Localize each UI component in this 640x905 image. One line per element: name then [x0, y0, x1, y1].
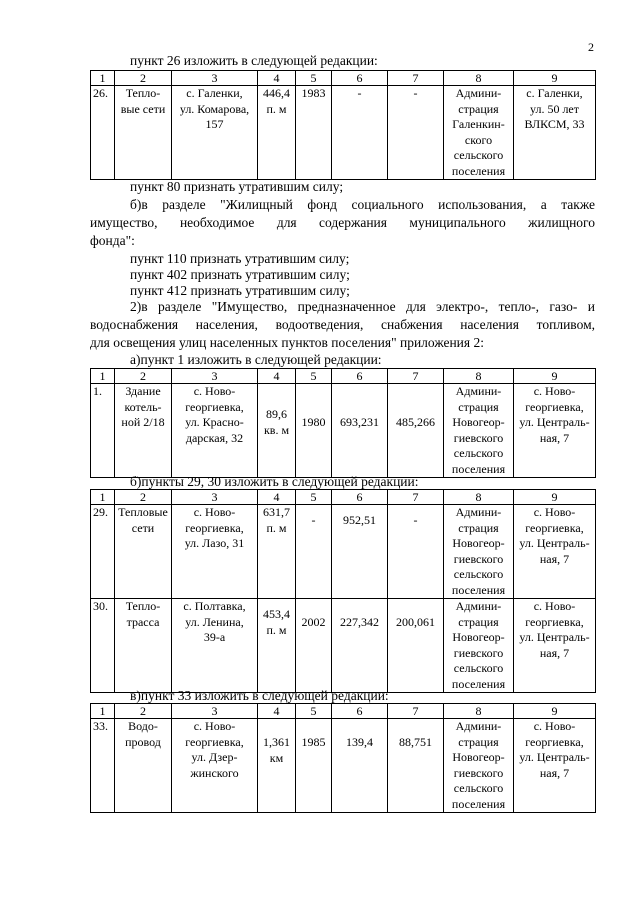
header-cell: 8: [444, 490, 514, 505]
cell-line: с. Ново-: [193, 505, 236, 519]
header-cell: 4: [258, 369, 296, 384]
paragraph: имущество, необходимое для содержания муниципального жилищного: [90, 215, 595, 230]
cell-name: [115, 719, 172, 813]
header-cell: 7: [388, 369, 444, 384]
cell-size: [258, 86, 296, 180]
cell-line: вые сети: [120, 101, 166, 116]
cell-line: ная, 7: [539, 645, 570, 660]
cell-line: дарская, 32: [185, 430, 244, 445]
paragraph: пункт 412 признать утратившим силу;: [130, 283, 350, 298]
header-cell: 1: [91, 369, 115, 384]
cell-year: 2002: [296, 599, 332, 693]
header-cell: 1: [91, 71, 115, 86]
paragraph: фонда":: [90, 233, 135, 248]
cell-holder: [444, 505, 514, 599]
cell-line: георгиевка,: [525, 520, 584, 535]
cell-location: [514, 505, 596, 599]
header-cell: 3: [172, 704, 258, 719]
cell-line: ул. Лазо, 31: [184, 536, 245, 550]
cell-address: [172, 719, 258, 813]
table-row: [91, 719, 596, 813]
cell-line: георгиевка,: [185, 520, 244, 535]
cell-line: Галенкин-: [452, 117, 505, 131]
header-cell: 9: [514, 704, 596, 719]
cell-line: 446,4: [263, 86, 290, 100]
table-row: [91, 599, 596, 693]
paragraph: водоснабжения населения, водоотведения, снабжения населения топливом,: [90, 317, 595, 332]
cell-line: сельского: [453, 446, 504, 460]
paragraph: б)пункты 29, 30 изложить в следующей редакции:: [130, 474, 419, 489]
cell-line: котель-: [124, 399, 162, 414]
header-cell: 6: [332, 71, 388, 86]
cell-location: [514, 719, 596, 813]
cell-line: гиевского: [453, 765, 504, 780]
cell-year: 1983: [296, 86, 332, 180]
header-cell: 6: [332, 704, 388, 719]
cell-line: сельского: [453, 567, 504, 581]
paragraph: для освещения улиц населенных пунктов поселения" приложения 2:: [90, 335, 484, 350]
cell-line: поселения: [451, 461, 506, 476]
header-cell: 3: [172, 71, 258, 86]
cell-line: 39-а: [203, 630, 226, 644]
cell-address: [172, 384, 258, 478]
cell-line: с. Ново-: [193, 719, 236, 733]
cell-line: с. Ново-: [533, 505, 576, 519]
cell-line: с. Ново-: [533, 599, 576, 613]
table-row: [91, 86, 596, 180]
cell-line: сельского: [453, 781, 504, 795]
header-cell: 6: [332, 490, 388, 505]
header-cell: 5: [296, 369, 332, 384]
table-header-row: [91, 490, 596, 505]
header-cell: 4: [258, 490, 296, 505]
cell-address: [172, 505, 258, 599]
cell-line: с. Ново-: [193, 384, 236, 398]
cell-line: георгиевка,: [525, 614, 584, 629]
cell-line: Новогеор-: [452, 415, 505, 429]
cell-line: георгиевка,: [185, 734, 244, 749]
cell-location: [514, 384, 596, 478]
cell-year: 1985: [296, 719, 332, 813]
cell-holder: [444, 599, 514, 693]
cell-line: Админи-: [455, 719, 502, 733]
header-cell: 3: [172, 369, 258, 384]
table-4: [90, 703, 596, 813]
cell-line: ул. Красно-: [185, 415, 244, 429]
cell-line: ул. Централь-: [519, 630, 590, 644]
cell-line: ная, 7: [539, 551, 570, 566]
cell-line: 453,4: [263, 607, 290, 621]
paragraph: 2)в разделе "Имущество, предназначенное для электро-, тепло-, газо- и: [130, 299, 595, 314]
cell-col6: -: [332, 86, 388, 180]
paragraph: пункт 402 признать утратившим силу;: [130, 267, 350, 282]
cell-name: [115, 599, 172, 693]
cell-line: страция: [458, 734, 499, 749]
header-cell: 3: [172, 490, 258, 505]
cell-line: ского: [464, 132, 493, 147]
cell-line: провод: [125, 734, 161, 749]
table-header-row: [91, 369, 596, 384]
cell-line: поселения: [451, 676, 506, 691]
cell-line: поселения: [451, 796, 506, 811]
cell-line: ул. Централь-: [519, 750, 590, 764]
table-1: [90, 70, 596, 180]
cell-line: с. Ново-: [533, 384, 576, 398]
table-row: [91, 505, 596, 599]
table-header-row: [91, 704, 596, 719]
header-cell: 2: [115, 71, 172, 86]
page-number: 2: [588, 40, 594, 54]
cell-line: п. м: [266, 520, 287, 535]
header-cell: 9: [514, 369, 596, 384]
cell-line: Админи-: [455, 86, 502, 100]
cell-year: 1980: [296, 384, 332, 478]
cell-line: ул. Дзер-: [191, 750, 238, 764]
cell-col7: 88,751: [388, 719, 444, 813]
cell-line: ул. 50 лет: [529, 101, 580, 116]
cell-col6: 693,231: [332, 384, 388, 478]
header-cell: 4: [258, 71, 296, 86]
cell-address: [172, 599, 258, 693]
cell-location: [514, 599, 596, 693]
cell-col7: 200,061: [388, 599, 444, 693]
cell-line: ВЛКСМ, 33: [524, 117, 585, 131]
header-cell: 9: [514, 71, 596, 86]
cell-holder: [444, 384, 514, 478]
cell-line: Админи-: [455, 384, 502, 398]
cell-col6: 227,342: [332, 599, 388, 693]
cell-number: 33.: [91, 719, 115, 813]
header-cell: 9: [514, 490, 596, 505]
cell-line: п. м: [266, 622, 287, 637]
header-cell: 8: [444, 369, 514, 384]
cell-line: поселения: [451, 163, 506, 178]
header-cell: 8: [444, 71, 514, 86]
paragraph: б)в разделе "Жилищный фонд социального использования, а также: [130, 197, 595, 212]
cell-line: км: [269, 750, 284, 765]
cell-holder: [444, 719, 514, 813]
cell-line: жинского: [190, 765, 239, 780]
cell-line: ул. Комарова,: [179, 101, 250, 116]
cell-line: ная, 7: [539, 430, 570, 445]
cell-holder: [444, 86, 514, 180]
cell-year: -: [296, 505, 332, 599]
paragraph: пункт 80 признать утратившим силу;: [130, 179, 344, 194]
paragraph: пункт 26 изложить в следующей редакции:: [130, 53, 378, 68]
cell-line: с. Галенки,: [526, 86, 583, 100]
cell-line: Новогеор-: [452, 536, 505, 550]
cell-size: [258, 384, 296, 478]
cell-size: [258, 505, 296, 599]
cell-line: 157: [205, 117, 224, 131]
cell-line: сельского: [453, 148, 504, 162]
header-cell: 2: [115, 369, 172, 384]
header-cell: 5: [296, 71, 332, 86]
cell-number: 1.: [91, 384, 115, 478]
cell-line: Админи-: [455, 599, 502, 613]
cell-line: георгиевка,: [525, 734, 584, 749]
cell-number: 26.: [91, 86, 115, 180]
cell-line: ул. Централь-: [519, 536, 590, 550]
cell-line: Тепловые: [118, 505, 168, 519]
cell-line: с. Полтавка,: [183, 599, 246, 613]
cell-line: ная, 7: [539, 765, 570, 780]
header-cell: 6: [332, 369, 388, 384]
header-cell: 2: [115, 704, 172, 719]
paragraph: пункт 110 признать утратившим силу;: [130, 251, 350, 266]
cell-col7: -: [388, 505, 444, 599]
header-cell: 8: [444, 704, 514, 719]
header-cell: 5: [296, 704, 332, 719]
cell-line: ной 2/18: [121, 415, 165, 429]
cell-col6: 139,4: [332, 719, 388, 813]
cell-name: [115, 384, 172, 478]
cell-line: георгиевка,: [185, 399, 244, 414]
cell-line: страция: [458, 614, 499, 629]
cell-col7: 485,266: [388, 384, 444, 478]
cell-line: 1,361: [263, 735, 290, 749]
cell-line: Тепло-: [125, 86, 161, 100]
cell-line: с. Ново-: [533, 719, 576, 733]
cell-line: гиевского: [453, 645, 504, 660]
header-cell: 7: [388, 490, 444, 505]
cell-line: Новогеор-: [452, 630, 505, 644]
cell-line: Здание: [125, 384, 161, 398]
cell-size: [258, 719, 296, 813]
cell-line: сельского: [453, 661, 504, 675]
cell-line: кв. м: [263, 422, 290, 437]
cell-line: георгиевка,: [525, 399, 584, 414]
cell-line: Водо-: [128, 719, 158, 733]
cell-line: с. Галенки,: [186, 86, 243, 100]
cell-line: Админи-: [455, 505, 502, 519]
cell-line: сети: [131, 520, 155, 535]
cell-line: страция: [458, 520, 499, 535]
cell-location: [514, 86, 596, 180]
cell-line: страция: [458, 101, 499, 116]
table-row: [91, 384, 596, 478]
header-cell: 4: [258, 704, 296, 719]
cell-line: трасса: [126, 614, 160, 629]
cell-line: ул. Централь-: [519, 415, 590, 429]
cell-line: поселения: [451, 582, 506, 597]
table-header-row: [91, 71, 596, 86]
cell-line: гиевского: [453, 430, 504, 445]
cell-col6: 952,51: [332, 505, 388, 599]
cell-name: [115, 505, 172, 599]
paragraph: а)пункт 1 изложить в следующей редакции:: [130, 352, 382, 367]
cell-number: 29.: [91, 505, 115, 599]
header-cell: 2: [115, 490, 172, 505]
paragraph: в)пункт 33 изложить в следующей редакции:: [130, 688, 389, 703]
cell-line: 89,6: [266, 407, 287, 421]
header-cell: 7: [388, 704, 444, 719]
cell-address: [172, 86, 258, 180]
cell-line: страция: [458, 399, 499, 414]
cell-number: 30.: [91, 599, 115, 693]
header-cell: 1: [91, 704, 115, 719]
header-cell: 5: [296, 490, 332, 505]
table-3: [90, 489, 596, 693]
cell-col7: -: [388, 86, 444, 180]
cell-line: ул. Ленина,: [185, 614, 244, 629]
cell-name: [115, 86, 172, 180]
cell-line: гиевского: [453, 551, 504, 566]
cell-size: [258, 599, 296, 693]
cell-line: Тепло-: [125, 599, 161, 613]
cell-line: п. м: [266, 101, 287, 116]
header-cell: 1: [91, 490, 115, 505]
table-2: [90, 368, 596, 478]
cell-line: 631,7: [263, 505, 290, 519]
cell-line: Новогеор-: [452, 750, 505, 764]
header-cell: 7: [388, 71, 444, 86]
